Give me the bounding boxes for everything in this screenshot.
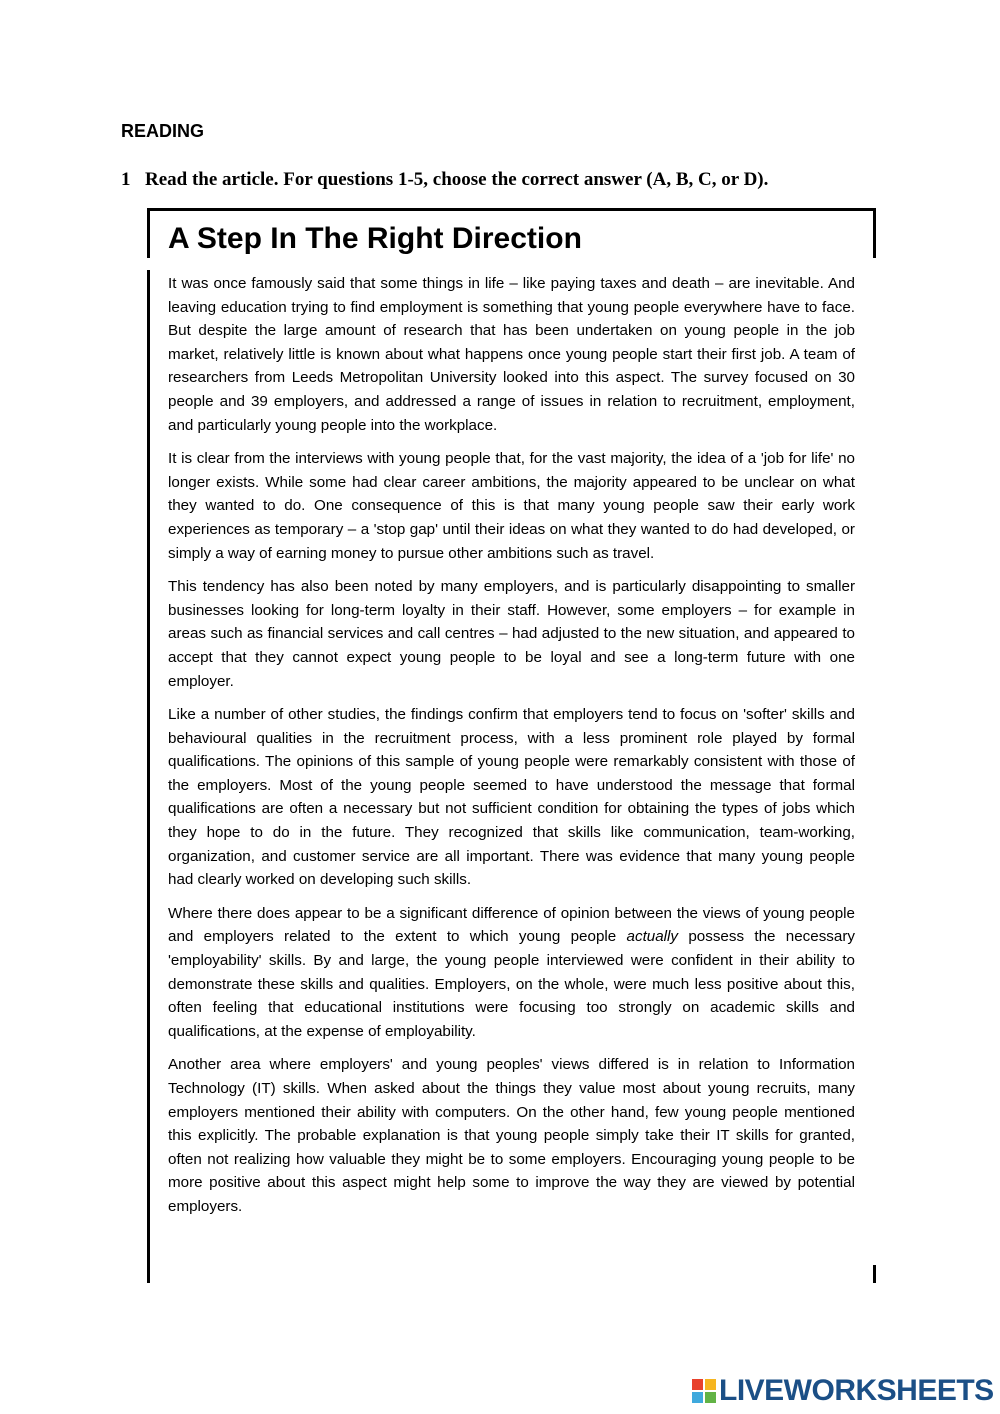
article-paragraph: It was once famously said that some things in life – like paying taxes and death – are inevitable. And leaving education trying to find employment is something that young people everywhere have to face. But despite the large amount of research that has been undertaken on young people in the job market, relatively little is known about what happens once young people start their first job. A team of researchers from Leeds Metropolitan University looked into this aspect. The survey focused on 30 people and 39 employers, and addressed a range of issues in relation to recruitment, employment, and particularly young people into the workplace. [168, 275, 855, 434]
article-paragraph [168, 902, 855, 1044]
logo-square [692, 1392, 703, 1403]
article-body [168, 272, 855, 1229]
article-paragraph: Like a number of other studies, the findings confirm that employers tend to focus on 'softer' skills and behavioural qualities in the recruitment process, with a less prominent role played by formal qualifications. The opinions of this sample of young people were remarkably consistent with those of the employers. Most of the young people seemed to have understood the message that formal qualifications are often a necessary but not sufficient condition for obtaining the types of jobs which they hope to do in the future. They recognized that skills like communication, team-working, organization, and customer service are all important. There was evidence that many young people had clearly worked on developing such skills. [168, 706, 855, 889]
section-heading: READING [121, 121, 205, 141]
logo-text: LIVEWORKSHEETS [719, 1374, 994, 1407]
logo-square [705, 1379, 716, 1390]
article-paragraph: Another area where employers' and young peoples' views differed is in relation to Information Technology (IT) skills. When asked about the things they value most about young recruits, many employers mentioned their ability with computers. On the other hand, few young people mentioned this explicitly. The probable explanation is that young people simply take their IT skills for granted, often not realizing how valuable they might be to some employers. Encouraging young people to be more positive about this aspect might help some to improve the way they are viewed by potential employers. [168, 1056, 855, 1215]
emphasis-text: actually [626, 928, 679, 946]
instruction-text: Read the article. For questions 1-5, choose the correct answer (A, B, C, or D). [145, 169, 769, 190]
article-left-border [147, 270, 150, 1283]
article-right-border [873, 1265, 876, 1283]
article-title: A Step In The Right Direction [168, 222, 582, 255]
article-paragraph: It is clear from the interviews with young people that, for the vast majority, the idea of a 'job for life' no longer exists. While some had clear career ambitions, the majority appeared to be unclear on what they wanted to do. One consequence of this is that many young people saw their early work experiences as temporary – a 'stop gap' until their ideas on what they wanted to do had developed, or simply a way of earning money to pursue other ambitions such as travel. [168, 450, 855, 562]
liveworksheets-logo [692, 1374, 994, 1408]
article-paragraph: This tendency has also been noted by many employers, and is particularly disappointing to smaller businesses looking for long-term loyalty in their staff. However, some employers – for example in areas such as financial services and call centres – had adjusted to the new situation, and appeared to accept that they cannot expect young people to be loyal and see a long-term future with one employer. [168, 578, 855, 690]
logo-square [692, 1379, 703, 1390]
logo-square [705, 1392, 716, 1403]
liveworksheets-logo-icon [692, 1379, 716, 1403]
instruction [121, 169, 768, 191]
paragraph-text: Where there does appear to be a significant difference of opinion between the views of young people and employers related to the extent to which young people [168, 904, 855, 946]
question-number: 1 [121, 169, 131, 190]
paragraph-text: possess the necessary 'employability' skills. By and large, the young people interviewed were confident in their ability to demonstrate these skills and qualities. Employers, on the whole, were much less positive about this, often feeling that educational institutions were focusing too strongly on academic skills and qualifications, at the expense of employability. [168, 928, 855, 1040]
